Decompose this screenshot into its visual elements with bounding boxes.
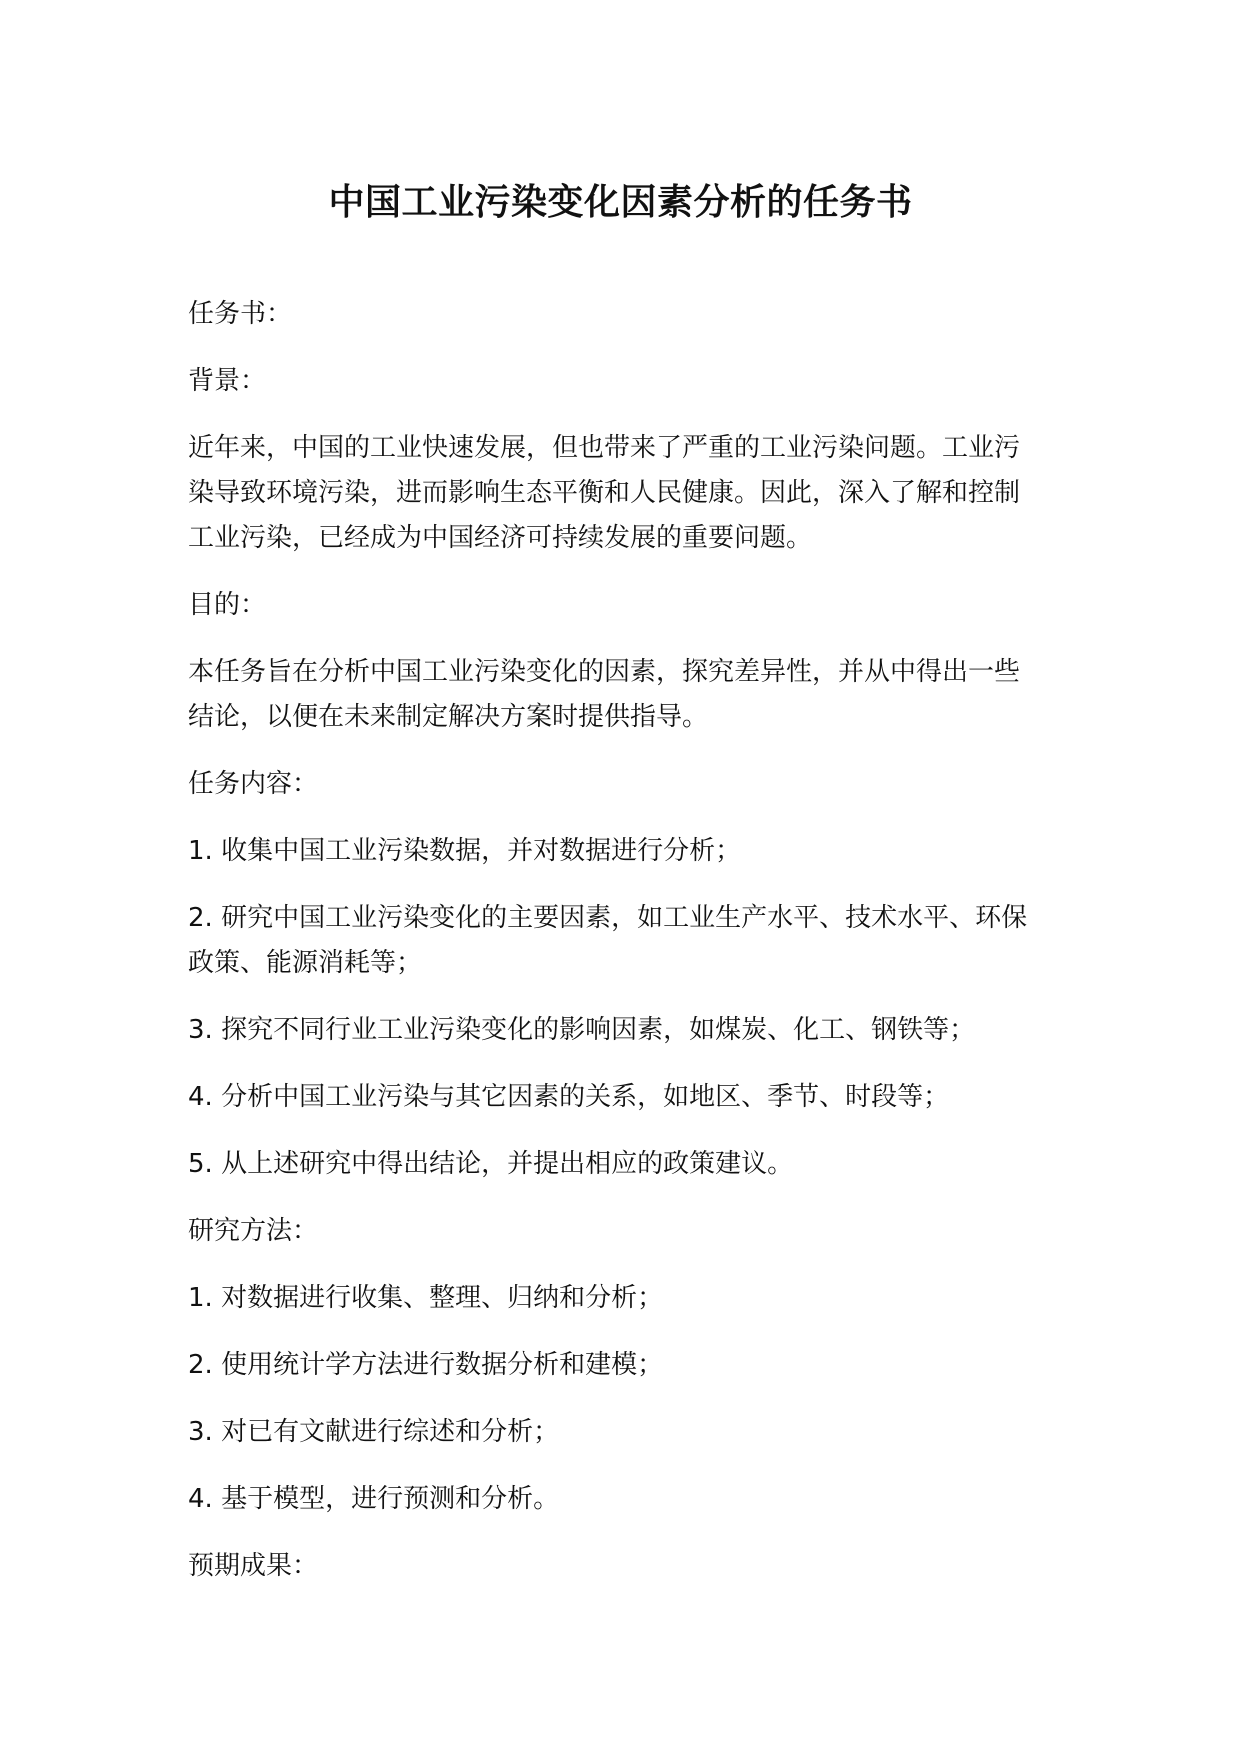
- method-item-2: 2. 使用统计学方法进行数据分析和建模；: [188, 1350, 664, 1380]
- task-item-1: 1. 收集中国工业污染数据，并对数据进行分析；: [188, 836, 742, 866]
- task-item-4: 4. 分析中国工业污染与其它因素的关系，如地区、季节、时段等；: [188, 1082, 950, 1112]
- method-item-3: 3. 对已有文献进行综述和分析；: [188, 1417, 560, 1447]
- paragraph-task-content-heading: 任务内容：: [188, 769, 319, 799]
- paragraph-method-heading: 研究方法：: [188, 1216, 319, 1246]
- paragraph-background-heading: 背景：: [188, 366, 267, 396]
- document-body: [188, 292, 1030, 1611]
- paragraph-expected-results-heading: 预期成果：: [188, 1551, 319, 1581]
- method-item-1: 1. 对数据进行收集、整理、归纳和分析；: [188, 1283, 664, 1313]
- paragraph-background-text: 近年来，中国的工业快速发展，但也带来了严重的工业污染问题。工业污染导致环境污染，进而影响生态平衡和人民健康。因此，深入了解和控制工业污染，已经成为中国经济可持续发展的重要问题。: [188, 433, 1021, 553]
- task-item-3: 3. 探究不同行业工业污染变化的影响因素，如煤炭、化工、钢铁等；: [188, 1015, 976, 1045]
- paragraph-purpose-heading: 目的：: [188, 590, 267, 620]
- method-item-4: 4. 基于模型，进行预测和分析。: [188, 1484, 560, 1514]
- paragraph-task-book-heading: 任务书：: [188, 299, 293, 329]
- task-item-5: 5. 从上述研究中得出结论，并提出相应的政策建议。: [188, 1149, 794, 1179]
- document-title: 中国工业污染变化因素分析的任务书: [328, 182, 913, 223]
- paragraph-purpose-text: 本任务旨在分析中国工业污染变化的因素，探究差异性，并从中得出一些结论，以便在未来制定解决方案时提供指导。: [188, 657, 1021, 732]
- task-item-2: 2. 研究中国工业污染变化的主要因素，如工业生产水平、技术水平、环保政策、能源消耗等；: [188, 903, 1028, 978]
